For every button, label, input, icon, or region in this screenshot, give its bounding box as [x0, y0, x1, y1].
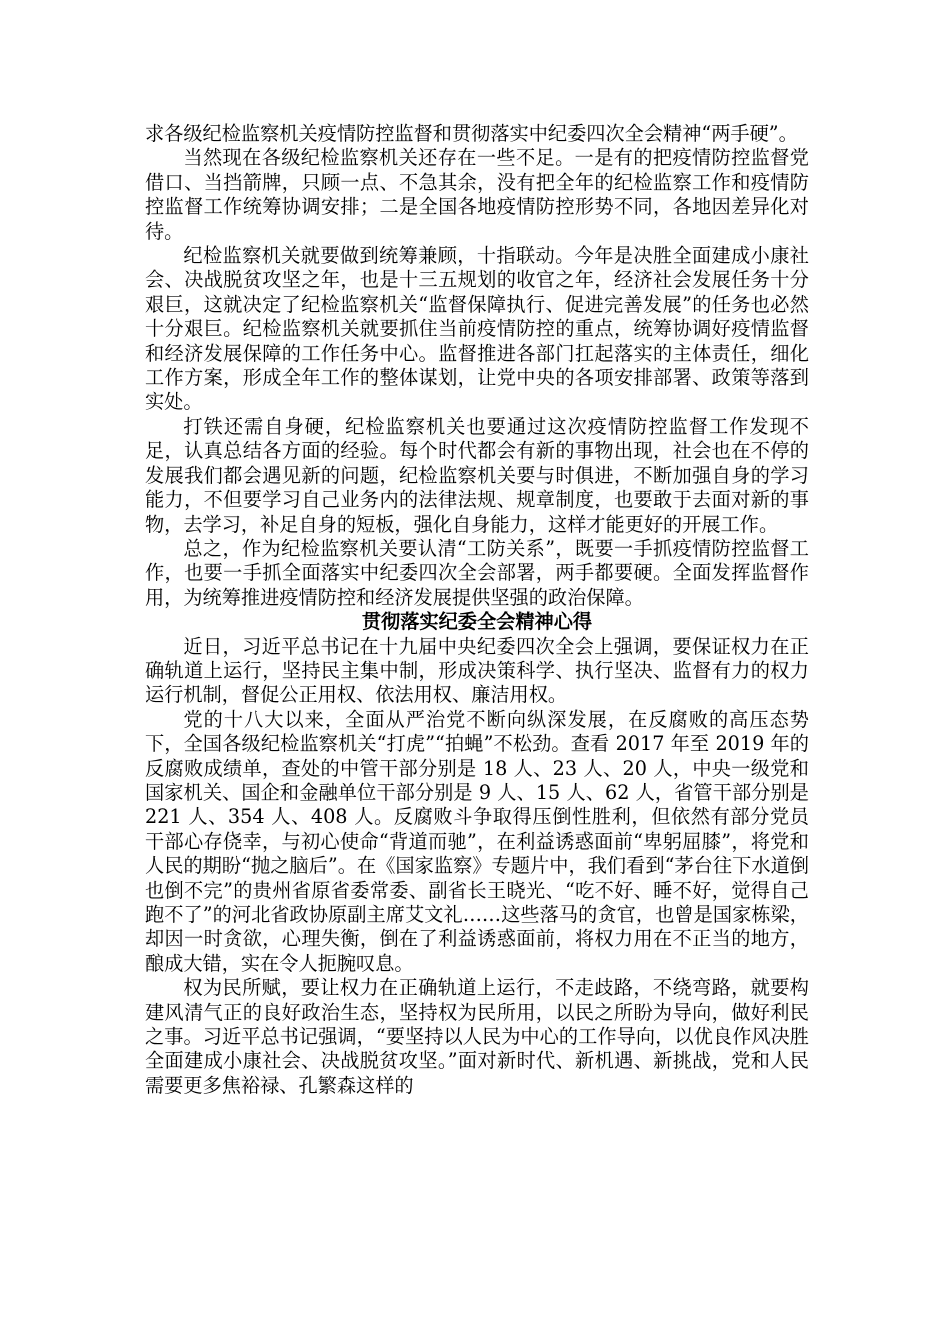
section-heading: 贯彻落实纪委全会精神心得: [361, 610, 593, 634]
document-page: [145, 122, 809, 1098]
continuation-paragraph: 求各级纪检监察机关疫情防控监督和贯彻落实中纪委四次全会精神“两手硬”。: [145, 122, 798, 145]
paragraph-power-for-people: 权为民所赋，要让权力在正确轨道上运行，不走歧路，不绕弯路，就要构建风清气正的良好政治生态，坚持权为民所用，以民之所盼为导向，做好利民之事。习近平总书记强调，“要坚持以人民为中心的工作导向，以优良作风决胜全面建成小康社会、决战脱贫攻坚。”面对新时代、新机遇、新挑战，党和人民需要更多焦裕禄、孔繁森这样的: [145, 976, 809, 1097]
paragraph-coordination: 纪检监察机关就要做到统筹兼顾，十指联动。今年是决胜全面建成小康社会、决战脱贫攻坚之年，也是十三五规划的收官之年，经济社会发展任务十分艰巨，这就决定了纪检监察机关“监督保障执行、促进完善发展”的任务也必然十分艰巨。纪检监察机关就要抓住当前疫情防控的重点，统筹协调好疫情监督和经济发展保障的工作任务中心。监督推进各部门扛起落实的主体责任，细化工作方案，形成全年工作的整体谋划，让党中央的各项安排部署、政策等落到实处。: [145, 244, 809, 414]
paragraph-intro: 近日，习近平总书记在十九届中央纪委四次全会上强调，要保证权力在正确轨道上运行，坚持民主集中制，形成决策科学、执行坚决、监督有力的权力运行机制，督促公正用权、依法用权、廉洁用权。: [145, 634, 809, 707]
paragraph-self-improvement: 打铁还需自身硬，纪检监察机关也要通过这次疫情防控监督工作发现不足，认真总结各方面的经验。每个时代都会有新的事物出现，社会也在不停的发展我们都会遇见新的问题，纪检监察机关要与时俱进，不断加强自身的学习能力，不但要学习自己业务内的法律法规、规章制度，也要敢于去面对新的事物，去学习，补足自身的短板，强化自身能力，这样才能更好的开展工作。: [145, 414, 809, 536]
paragraph-conclusion: 总之，作为纪检监察机关要认清“工防关系”，既要一手抓疫情防控监督工作，也要一手抓全面落实中纪委四次全会部署，两手都要硬。全面发挥监督作用，为统筹推进疫情防控和经济发展提供坚强的政治保障。: [145, 536, 809, 609]
paragraph-anti-corruption: 党的十八大以来，全面从严治党不断向纵深发展，在反腐败的高压态势下，全国各级纪检监察机关“打虎”“拍蝇”不松劲。查看 2017 年至 2019 年的反腐败成绩单，查处的中管干部分别是 18 人、23 人、20 人，中央一级党和国家机关、国企和金融单位干部分别是 9 人、15 人、62 人，省管干部分别是 221 人、354 人、408 人。反腐败斗争取得压倒性胜利，但依然有部分党员干部心存侥幸，与初心使命“背道而驰”，在利益诱惑面前“卑躬屈膝”，将党和人民的期盼“抛之脑后”。在《国家监察》专题片中，我们看到“茅台往下水道倒也倒不完”的贵州省原省委常委、副省长王晓光、“吃不好、睡不好，觉得自己跑不了”的河北省政协原副主席艾文礼……这些落马的贪官，也曾是国家栋梁，却因一时贪欲，心理失衡，倒在了利益诱惑面前，将权力用在不正当的地方，酿成大错，实在令人扼腕叹息。: [145, 707, 809, 975]
paragraph-shortcomings: 当然现在各级纪检监察机关还存在一些不足。一是有的把疫情防控监督党借口、当挡箭牌，只顾一点、不急其余，没有把全年的纪检监察工作和疫情防控监督工作统筹协调安排；二是全国各地疫情防控形势不同，各地因差异化对待。: [145, 146, 809, 243]
